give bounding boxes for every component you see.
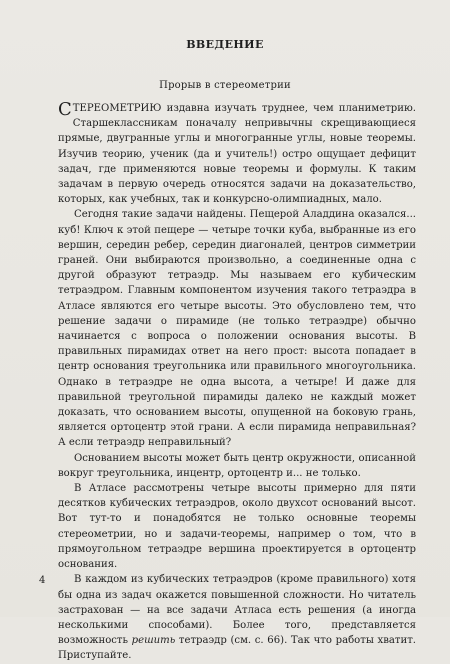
paragraph-5-more-before: Более того, представляется возможность xyxy=(58,619,416,647)
paragraph-2: Сегодня такие задачи найдены. Пещерой Аладдина оказался... куб! Ключ к этой пещере — четыре точки куба, выбранные из его вершин, середин ребер, середин диагоналей, центров симметрии граней. Они выбираются произвольно, а соединенные одна с другой образуют тетраэдр. Мы называем его кубическим тетраэдром. Главным компонентом изучения такого тетраэдра в Атласе являются его четыре высоты. Это обусловлено тем, что решение задачи о пирамиде (не только тетраэдре) обычно начинается с вопроса о положении основания высоты. В правильных пирамидах ответ на него прост: высота попадает в центр основания треугольника или правильного многоугольника. Однако в тетраэдре не одна высота, а четыре! И даже для правильной треугольной пирамиды далеко не каждый может доказать, что основанием высоты, опущенной на боковую грань, является ортоцентр этой грани. А если пирамида неправильная? А если тетраэдр неправильный? xyxy=(58,209,416,449)
page-number: 4 xyxy=(39,575,46,586)
paragraph-1-text: ТЕРЕОМЕТРИЮ издавна изучать труднее, чем планиметрию. Старшеклассникам поначалу непривычны скрещивающиеся прямые, двугранные углы и многогранные углы, новые теоремы. Изучив теорию, ученик (да и учитель!) остро ощущает дефицит задач, где применяются новые теоремы и формулы. К таким задачам в первую очередь относятся задачи на доказательство, которых, как учебных, так и конкурсно-олимпиадных, мало. xyxy=(58,103,416,206)
paragraph-5-text: В каждом из кубических тетраэдров (кроме правильного) хотя бы одна из задач окажется повышенной сложности. Но читатель застрахован — на все задачи Атласа есть решения (а иногда несколькими способами). xyxy=(58,574,416,631)
paragraph-5 xyxy=(58,572,416,663)
drop-cap: С xyxy=(58,99,72,120)
emphasis-solve: решить xyxy=(131,635,176,647)
section-title: Прорыв в стереометрии xyxy=(159,80,291,91)
paragraph-4: В Атласе рассмотрены четыре высоты примерно для пяти десятков кубических тетраэдров, около двухсот оснований высот. Вот тут-то и понадобятся не только основные теоремы стереометрии, но и задачи-теоремы, например о том, что в прямоугольном тетраэдре вершина проектируется в ортоцентр основания. xyxy=(58,483,416,571)
body-text xyxy=(58,101,416,664)
paragraph-5-more-after: тетраэдр (см. с. 66). Так что работы хватит. Приступайте. xyxy=(58,635,416,662)
paragraph-1 xyxy=(58,101,416,207)
chapter-title: ВВЕДЕНИЕ xyxy=(186,38,264,51)
paragraph-3: Основанием высоты может быть центр окружности, описанной вокруг треугольника, инцентр, ортоцентр и... не только. xyxy=(58,452,416,479)
